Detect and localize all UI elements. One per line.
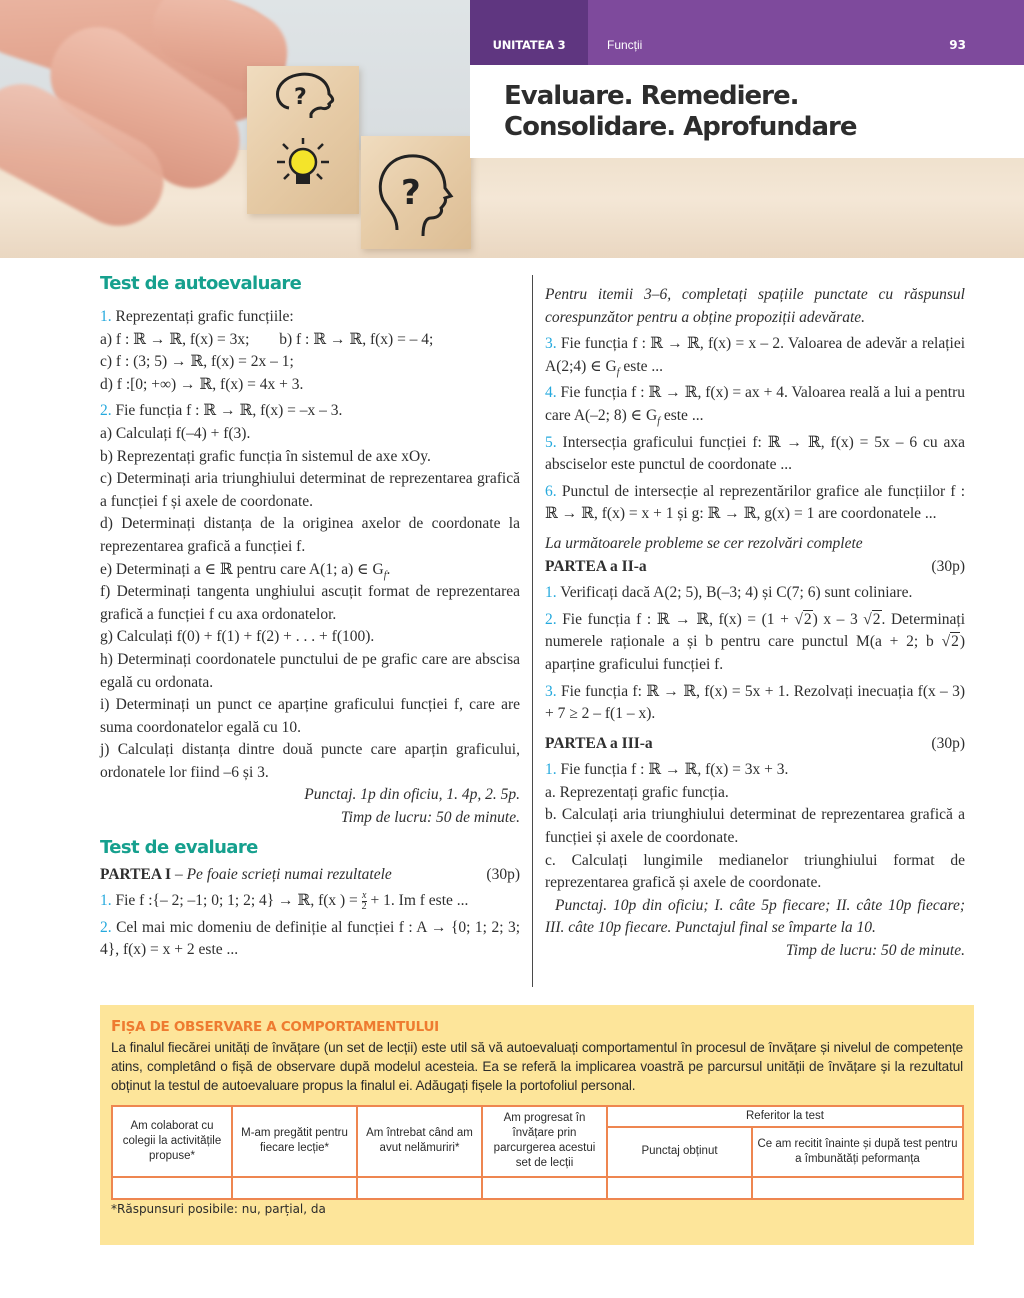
items-instruction: Pentru itemii 3–6, completați spațiile punctate cu răspunsul corespunzător pentru a obține propoziții adevărate. <box>545 286 965 326</box>
question-number: 6. <box>545 482 557 500</box>
sub-item-c: c. Calculați lungimile medianelor triunghiului format de reprezentarea grafică și axele de coordonate. <box>545 851 965 892</box>
scoring-note: Punctaj. 10p din oficiu; I. câte 5p fiecare; II. câte 10p fiecare; III. câte 10p fiecare. Punctajul final se împarte la 10. <box>545 896 965 937</box>
question-1 <box>100 306 520 329</box>
column-header: Am colaborat cu colegii la activitățile propuse* <box>112 1106 232 1177</box>
subscript: f <box>657 415 660 427</box>
question-text-end: este ... <box>659 406 704 424</box>
part-points: (30p) <box>931 734 965 752</box>
question-number: 1. <box>100 308 112 325</box>
eval-test-title: Test de evaluare <box>100 836 258 858</box>
sub-item-c: c) Determinați aria triunghiului determinat de reprezentarea grafică a funcției f și axele de coordonate. <box>100 470 520 510</box>
sub-item-c: c) f : (3; 5) → ℝ, f(x) = 2x – 1; <box>100 353 294 371</box>
table-cell[interactable] <box>752 1177 963 1199</box>
question-text: Intersecția graficului funcției f: ℝ → ℝ, f(x) = 5x – 6 cu axa absciselor este punctul de coordonate ... <box>545 433 966 474</box>
part-points: (30p) <box>931 557 965 575</box>
question-text: Fie funcția f : ℝ → ℝ, f(x) = 3x + 3. <box>560 761 789 779</box>
column-divider <box>532 275 533 987</box>
table-cell[interactable] <box>357 1177 482 1199</box>
sub-item-b: b) f : ℝ → ℝ, f(x) = – 4; <box>279 330 434 348</box>
title-initial: F <box>111 1017 121 1035</box>
sqrt-value: 2 <box>872 610 881 628</box>
part-1-header <box>100 864 520 887</box>
table-cell[interactable] <box>232 1177 357 1199</box>
question-text-end: este ... <box>619 357 664 375</box>
question-number: 1. <box>545 761 557 779</box>
question-number: 3. <box>545 335 557 353</box>
observation-sheet-box <box>100 1005 974 1245</box>
eval-question-6 <box>545 481 965 526</box>
observation-title <box>111 1017 963 1036</box>
lightbulb-icon <box>247 66 359 214</box>
eval-question-5 <box>545 432 965 477</box>
left-column <box>100 270 520 962</box>
table-cell[interactable] <box>112 1177 232 1199</box>
table-header-row <box>112 1106 963 1127</box>
head-question-icon <box>361 136 471 249</box>
time-note: Timp de lucru: 50 de minute. <box>340 809 520 827</box>
question-text: Fie funcția f : ℝ → ℝ, f(x) = –x – 3. <box>115 402 343 420</box>
part2-question-3 <box>545 681 965 726</box>
question-text: ) x – 3 <box>812 610 864 628</box>
sub-item-a: a) f : ℝ → ℝ, f(x) = 3x; <box>100 330 250 348</box>
eval-question-4 <box>545 382 965 427</box>
sub-item-b: b. Calculați aria triunghiului determinat de reprezentarea grafică a funcției și axele de coordonate. <box>545 806 965 847</box>
observation-table <box>111 1105 964 1200</box>
punctuation: . <box>386 560 391 578</box>
part-name: PARTEA I <box>100 865 172 883</box>
question-text: Fie f :{– 2; –1; 0; 1; 2; 4} → ℝ, f(x ) = <box>115 892 362 910</box>
page-title-line-2: Consolidare. Aprofundare <box>504 112 857 142</box>
question-number: 2. <box>100 402 112 420</box>
page-number: 93 <box>949 37 966 52</box>
question-text: Reprezentați grafic funcțiile: <box>115 308 294 325</box>
eval-question-1 <box>100 890 520 913</box>
cube-lightbulb <box>247 66 359 214</box>
question-number: 5. <box>545 433 557 451</box>
table-cell[interactable] <box>607 1177 752 1199</box>
page-title <box>470 65 1024 158</box>
fraction-denominator: 2 <box>361 901 367 913</box>
column-header: Am întrebat când am avut nelămuriri* <box>357 1106 482 1177</box>
sub-item-i: i) Determinați un punct ce aparține graficului funcției f, care are suma coordonatelor egală cu 10. <box>100 696 520 736</box>
observation-text: La finalul fiecărei unități de învățare (un set de lecții) este util să vă autoevaluați comportamentul în procesul de învățare și nivelul de competențe atins, completând o fișă de observare după modelul acesteia. Ea se referă la implicarea voastră pe parcursul unității de învățare și la rezultatul obținut la testul de autoevaluare propus la finalul ei. Adăugați fișele la portofoliul personal. <box>111 1040 963 1094</box>
scoring-note: Punctaj. 1p din oficiu, 1. 4p, 2. 5p. <box>304 786 520 804</box>
column-header: Punctaj obținut <box>607 1127 752 1177</box>
question-text: Verificați dacă A(2; 5), B(–3; 4) și C(7; 6) sunt coliniare. <box>560 584 913 602</box>
part2-question-1 <box>545 582 965 605</box>
part-instruction: – Pe foaie scrieți numai rezultatele <box>171 865 392 883</box>
right-column <box>545 284 965 963</box>
question-number: 1. <box>545 584 557 602</box>
part-name: PARTEA a II-a <box>545 557 647 575</box>
question-text: Fie funcția f : ℝ → ℝ, f(x) = x – 2. Valoarea de adevăr a relației A(2;4) ∈ G <box>545 335 965 375</box>
svg-text:?: ? <box>294 85 307 110</box>
question-number: 2. <box>545 610 557 628</box>
sub-item-a: a. Reprezentați grafic funcția. <box>545 783 729 801</box>
part-points: (30p) <box>486 865 520 883</box>
part2-question-2: 2. Fie funcția f : ℝ → ℝ, f(x) = (1 + √2) x – 3 √2. Determinați numerele raționale a și b pentru care punctul M(a + 2; b √2) aparține graficului funcției f. <box>545 610 966 673</box>
complete-solutions-note: La următoarele probleme se cer rezolvări complete <box>545 534 863 552</box>
unit-label: UNITATEA 3 <box>470 0 588 65</box>
question-2 <box>100 400 520 423</box>
title-rest: IȘA DE OBSERVARE A COMPORTAMENTULUI <box>120 1019 439 1035</box>
question-number: 2. <box>100 918 112 936</box>
eval-question-3 <box>545 333 965 378</box>
sqrt-value: 2 <box>951 633 959 651</box>
chapter-name: Funcții <box>607 37 643 52</box>
sub-item-d: d) Determinați distanța de la originea axelor de coordonate la reprezentarea grafică a funcției f. <box>100 515 520 555</box>
part-name: PARTEA a III-a <box>545 734 653 752</box>
sub-item-f: f) Determinați tangenta unghiului ascuțit format de reprezentarea grafică a funcției f cu axa ordonatelor. <box>100 583 520 623</box>
part-3-header <box>545 733 965 756</box>
table-row <box>112 1177 963 1199</box>
sub-item-j: j) Calculați distanța dintre două puncte care aparțin graficului, ordonatele lor fiind –6 și 3. <box>100 741 520 781</box>
question-number: 3. <box>545 682 557 700</box>
sub-item-b: b) Reprezentați grafic funcția în sistemul de axe xOy. <box>100 447 431 465</box>
sub-item-g: g) Calculați f(0) + f(1) + f(2) + . . . + f(100). <box>100 628 375 646</box>
eval-question-2 <box>100 917 520 962</box>
part3-question-1 <box>545 759 965 782</box>
question-1-ab <box>100 329 520 352</box>
sub-item-e-text: e) Determinați a ∈ ℝ pentru care A(1; a) ∈ G <box>100 560 384 578</box>
sub-item-h: h) Determinați coordonatele punctului de pe grafic care are abscisa egală cu ordonata. <box>100 650 520 691</box>
question-text: Fie funcția f: ℝ → ℝ, f(x) = 5x + 1. Rezolvați inecuația f(x – 3) + 7 ≥ 2 – f(1 – x). <box>545 682 966 723</box>
table-cell[interactable] <box>482 1177 607 1199</box>
fraction-numerator: x <box>361 890 367 902</box>
question-text: Cel mai mic domeniu de definiție al funcției f : A → {0; 1; 2; 3; 4}, f(x) = x + 2 este ... <box>100 918 521 959</box>
question-text: . Determinați numerele raționale a și b pentru care punctul M(a + 2; b <box>545 610 966 651</box>
column-header: M-am pregătit pentru fiecare lecție* <box>232 1106 357 1177</box>
question-number: 1. <box>100 892 112 910</box>
subscript: f <box>616 366 620 378</box>
sqrt-value: 2 <box>803 610 812 628</box>
part-2-header <box>545 556 965 579</box>
cube-question <box>361 136 471 249</box>
self-test-title: Test de autoevaluare <box>100 273 302 294</box>
time-note: Timp de lucru: 50 de minute. <box>785 942 965 960</box>
page-title-line-1: Evaluare. Remediere. <box>504 81 799 111</box>
question-text: Fie funcția f : ℝ → ℝ, f(x) = ax + 4. Valoarea reală a lui a pentru care A(–2; 8) ∈ G <box>545 384 965 424</box>
question-text: Fie funcția f : ℝ → ℝ, f(x) = (1 + <box>562 610 795 628</box>
sub-item-e <box>100 559 520 582</box>
question-text: ) aparține graficului funcției f. <box>545 633 965 673</box>
sub-item-a: a) Calculați f(–4) + f(3). <box>100 424 251 442</box>
subscript: f <box>383 569 387 581</box>
question-text-end: + 1. Im f este ... <box>366 892 469 910</box>
svg-text:?: ? <box>401 173 421 213</box>
unit-header-bar <box>470 0 1024 65</box>
column-header: Ce am recitit înainte și după test pentru a îmbunătăți peformanța <box>752 1127 963 1177</box>
question-text: Punctul de intersecție al reprezentărilor grafice ale funcțiilor f : ℝ → ℝ, f(x) = x + 1 și g: ℝ → ℝ, g(x) = 1 are coordonatele ... <box>545 482 966 523</box>
question-number: 4. <box>545 384 557 402</box>
table-footnote: *Răspunsuri posibile: nu, parțial, da <box>111 1201 326 1216</box>
group-header: Referitor la test <box>607 1106 963 1127</box>
sub-item-d: d) f :[0; +∞) → ℝ, f(x) = 4x + 3. <box>100 375 304 393</box>
column-header: Am progresat în învățare prin parcurgerea acestui set de lecții <box>482 1106 607 1177</box>
